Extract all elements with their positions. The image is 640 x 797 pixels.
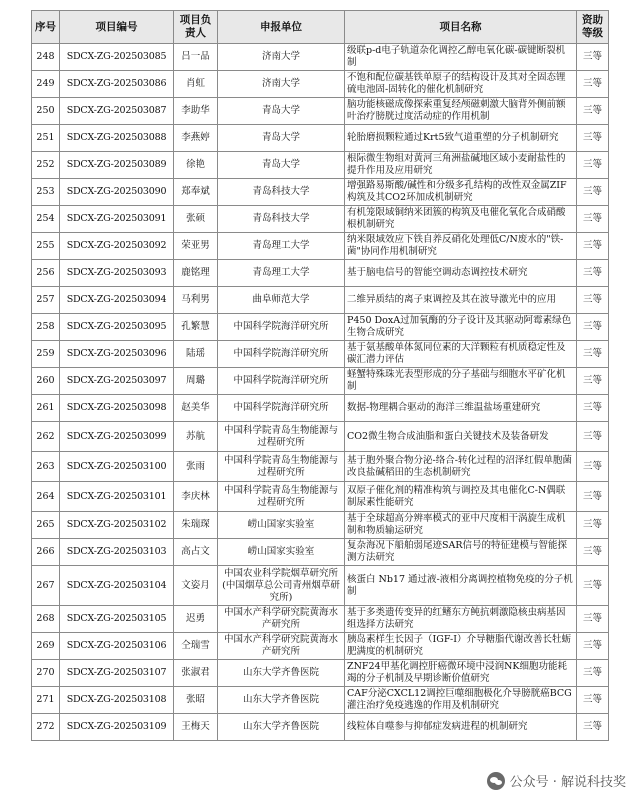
cell-code: SDCX-ZG-202503094 [60,287,174,314]
watermark-text: 公众号 · 解说科技奖 [509,775,626,790]
table-row [32,452,609,482]
table-body [32,44,609,741]
cell-leader: 吕一品 [174,44,218,71]
table-row [32,179,609,206]
cell-unit: 山东大学齐鲁医院 [218,714,345,741]
cell-code: SDCX-ZG-202503091 [60,206,174,233]
header-level: 资助等级 [577,11,609,44]
cell-code: SDCX-ZG-202503108 [60,687,174,714]
cell-name: 轮胎磨损颗粒通过Krt5致气道重塑的分子机制研究 [345,125,577,152]
cell-name: 数据-物理耦合驱动的海洋三维温盐场重建研究 [345,395,577,422]
cell-name: 根际微生物组对黄河三角洲盐碱地区域小麦耐盐性的提升作用及应用研究 [345,152,577,179]
cell-unit: 中国水产科学研究院黄海水产研究所 [218,606,345,633]
cell-name: 基于胞外聚合物分泌-络合-转化过程的沼泽红假单胞菌改良盐碱稻田的生态机制研究 [345,452,577,482]
cell-code: SDCX-ZG-202503102 [60,512,174,539]
cell-name: 级联p-d电子轨道杂化调控乙醇电氧化碳-碳键断裂机制 [345,44,577,71]
cell-unit: 青岛大学 [218,98,345,125]
cell-code: SDCX-ZG-202503097 [60,368,174,395]
header-no: 序号 [32,11,60,44]
cell-level: 三等 [577,260,609,287]
cell-leader: 仝瑞雪 [174,633,218,660]
cell-leader: 高占文 [174,539,218,566]
cell-code: SDCX-ZG-202503092 [60,233,174,260]
cell-no: 255 [32,233,60,260]
cell-code: SDCX-ZG-202503104 [60,566,174,606]
cell-level: 三等 [577,314,609,341]
cell-name: CO2微生物合成油脂和蛋白关键技术及装备研发 [345,422,577,452]
cell-name: CAF分泌CXCL12调控巨噬细胞极化介导膀胱癌BCG灌注治疗免疫逃逸的作用及机制研究 [345,687,577,714]
table-row [32,539,609,566]
cell-leader: 肖虹 [174,71,218,98]
cell-level: 三等 [577,44,609,71]
cell-code: SDCX-ZG-202503101 [60,482,174,512]
cell-no: 248 [32,44,60,71]
cell-no: 249 [32,71,60,98]
cell-name: ZNF24甲基化调控肝癌微环境中浸润NK细胞功能耗竭的分子机制及早期诊断价值研究 [345,660,577,687]
cell-unit: 青岛科技大学 [218,206,345,233]
table-row [32,287,609,314]
wechat-icon [487,772,505,790]
cell-leader: 李庆林 [174,482,218,512]
cell-level: 三等 [577,206,609,233]
table-row [32,152,609,179]
cell-leader: 朱瑞琛 [174,512,218,539]
cell-no: 271 [32,687,60,714]
cell-leader: 李助华 [174,98,218,125]
header-code: 项目编号 [60,11,174,44]
cell-level: 三等 [577,179,609,206]
table-row [32,233,609,260]
cell-leader: 赵美华 [174,395,218,422]
table-row [32,98,609,125]
cell-level: 三等 [577,341,609,368]
cell-name: 基于全球超高分辨率模式的亚中尺度相干涡旋生成机制和物质输运研究 [345,512,577,539]
cell-name: 双原子催化剂的精准构筑与调控及其电催化C-N偶联制尿素性能研究 [345,482,577,512]
cell-leader: 徐艳 [174,152,218,179]
cell-leader: 文姿月 [174,566,218,606]
cell-no: 258 [32,314,60,341]
cell-code: SDCX-ZG-202503095 [60,314,174,341]
cell-level: 三等 [577,71,609,98]
cell-name: 胰岛素样生长因子（IGF-I）介导糖脂代谢改善长牡蛎肥满度的机制研究 [345,633,577,660]
cell-no: 267 [32,566,60,606]
cell-unit: 曲阜师范大学 [218,287,345,314]
cell-no: 252 [32,152,60,179]
cell-leader: 鹿铭理 [174,260,218,287]
cell-leader: 周璐 [174,368,218,395]
cell-leader: 张淑君 [174,660,218,687]
cell-no: 256 [32,260,60,287]
cell-unit: 中国科学院青岛生物能源与过程研究所 [218,482,345,512]
cell-level: 三等 [577,395,609,422]
table-row [32,566,609,606]
table-row [32,44,609,71]
cell-name: 复杂海况下船舶弱尾迹SAR信号的特征建模与智能探测方法研究 [345,539,577,566]
cell-level: 三等 [577,422,609,452]
cell-leader: 苏航 [174,422,218,452]
cell-leader: 迟勇 [174,606,218,633]
table-row [32,260,609,287]
cell-leader: 李燕婷 [174,125,218,152]
table-row [32,368,609,395]
cell-level: 三等 [577,687,609,714]
cell-name: 线粒体自噬参与抑郁症发病进程的机制研究 [345,714,577,741]
cell-code: SDCX-ZG-202503099 [60,422,174,452]
table-row [32,633,609,660]
cell-unit: 中国科学院海洋研究所 [218,395,345,422]
cell-level: 三等 [577,452,609,482]
cell-code: SDCX-ZG-202503098 [60,395,174,422]
cell-level: 三等 [577,98,609,125]
cell-unit: 崂山国家实验室 [218,512,345,539]
table-row [32,714,609,741]
cell-name: 基于氨基酸单体氮同位素的大洋颗粒有机质稳定性及碳汇潜力评估 [345,341,577,368]
cell-code: SDCX-ZG-202503085 [60,44,174,71]
cell-leader: 王梅天 [174,714,218,741]
table-row [32,125,609,152]
cell-code: SDCX-ZG-202503103 [60,539,174,566]
cell-unit: 青岛大学 [218,152,345,179]
cell-no: 264 [32,482,60,512]
table-row [32,482,609,512]
cell-code: SDCX-ZG-202503096 [60,341,174,368]
cell-name: 基于多类遗传变异的红鳍东方鲀抗刺激隐核虫病基因组选择方法研究 [345,606,577,633]
cell-no: 250 [32,98,60,125]
watermark [483,770,630,791]
cell-leader: 陆瑶 [174,341,218,368]
cell-no: 260 [32,368,60,395]
cell-no: 268 [32,606,60,633]
cell-code: SDCX-ZG-202503087 [60,98,174,125]
cell-unit: 济南大学 [218,71,345,98]
cell-unit: 青岛大学 [218,125,345,152]
cell-unit: 中国科学院海洋研究所 [218,368,345,395]
cell-unit: 中国科学院青岛生物能源与过程研究所 [218,422,345,452]
cell-name: 脑功能核磁成像探索重复经颅磁刺激大脑背外侧前额叶治疗膀胱过度活动症的作用机制 [345,98,577,125]
cell-unit: 中国水产科学研究院黄海水产研究所 [218,633,345,660]
header-name: 项目名称 [345,11,577,44]
cell-level: 三等 [577,606,609,633]
cell-no: 259 [32,341,60,368]
cell-level: 三等 [577,714,609,741]
cell-no: 265 [32,512,60,539]
cell-leader: 荣亚男 [174,233,218,260]
cell-unit: 青岛理工大学 [218,260,345,287]
table-row [32,606,609,633]
cell-level: 三等 [577,152,609,179]
table-row [32,206,609,233]
cell-unit: 中国科学院海洋研究所 [218,314,345,341]
cell-code: SDCX-ZG-202503090 [60,179,174,206]
cell-no: 263 [32,452,60,482]
cell-level: 三等 [577,566,609,606]
cell-unit: 中国科学院海洋研究所 [218,341,345,368]
header-leader: 项目负责人 [174,11,218,44]
cell-level: 三等 [577,287,609,314]
cell-leader: 马利男 [174,287,218,314]
cell-no: 272 [32,714,60,741]
cell-leader: 孔繁慧 [174,314,218,341]
cell-level: 三等 [577,368,609,395]
cell-no: 253 [32,179,60,206]
table-row [32,660,609,687]
cell-leader: 张硕 [174,206,218,233]
cell-level: 三等 [577,233,609,260]
cell-code: SDCX-ZG-202503086 [60,71,174,98]
table-header-row [32,11,609,44]
table-row [32,512,609,539]
cell-unit: 崂山国家实验室 [218,539,345,566]
cell-unit: 青岛理工大学 [218,233,345,260]
cell-unit: 中国科学院青岛生物能源与过程研究所 [218,452,345,482]
cell-level: 三等 [577,660,609,687]
cell-level: 三等 [577,125,609,152]
cell-name: P450 DoxA过加氧酶的分子设计及其驱动阿霉素绿色生物合成研究 [345,314,577,341]
cell-no: 251 [32,125,60,152]
cell-no: 262 [32,422,60,452]
table-row [32,314,609,341]
cell-code: SDCX-ZG-202503093 [60,260,174,287]
cell-code: SDCX-ZG-202503109 [60,714,174,741]
cell-unit: 青岛科技大学 [218,179,345,206]
cell-code: SDCX-ZG-202503105 [60,606,174,633]
cell-code: SDCX-ZG-202503089 [60,152,174,179]
cell-code: SDCX-ZG-202503106 [60,633,174,660]
cell-name: 核蛋白 Nb17 通过液-液相分离调控植物免疫的分子机制 [345,566,577,606]
cell-unit: 山东大学齐鲁医院 [218,687,345,714]
table-row [32,341,609,368]
cell-code: SDCX-ZG-202503100 [60,452,174,482]
table-row [32,71,609,98]
cell-leader: 张昭 [174,687,218,714]
table-row [32,395,609,422]
cell-no: 254 [32,206,60,233]
cell-name: 增强路易斯酸/碱性和分级多孔结构的改性双金属ZIF构筑及其CO2环加成机制研究 [345,179,577,206]
cell-level: 三等 [577,482,609,512]
cell-name: 有机笼限域铜纳米团簇的构筑及电催化氧化合成硝酸根机制研究 [345,206,577,233]
header-unit: 申报单位 [218,11,345,44]
cell-name: 二维异质结的离子束调控及其在波导激光中的应用 [345,287,577,314]
project-table [31,10,609,741]
cell-level: 三等 [577,633,609,660]
cell-level: 三等 [577,539,609,566]
cell-code: SDCX-ZG-202503088 [60,125,174,152]
cell-unit: 山东大学齐鲁医院 [218,660,345,687]
cell-name: 基于脑电信号的智能空调动态调控技术研究 [345,260,577,287]
cell-no: 269 [32,633,60,660]
cell-level: 三等 [577,512,609,539]
table-row [32,422,609,452]
cell-name: 纳米限域效应下铁自养反硝化处理低C/N废水的"铁-菌"协同作用机制研究 [345,233,577,260]
cell-no: 266 [32,539,60,566]
cell-unit: 济南大学 [218,44,345,71]
cell-leader: 张雨 [174,452,218,482]
table-row [32,687,609,714]
cell-leader: 郑奉斌 [174,179,218,206]
cell-name: 不饱和配位碳基铁单原子的结构设计及其对全固态锂硫电池固-固转化的催化机制研究 [345,71,577,98]
cell-no: 270 [32,660,60,687]
cell-no: 261 [32,395,60,422]
cell-unit: 中国农业科学院烟草研究所(中国烟草总公司青州烟草研究所) [218,566,345,606]
cell-name: 蛏蟹特殊珠光表型形成的分子基础与细胞水平矿化机制 [345,368,577,395]
cell-code: SDCX-ZG-202503107 [60,660,174,687]
cell-no: 257 [32,287,60,314]
